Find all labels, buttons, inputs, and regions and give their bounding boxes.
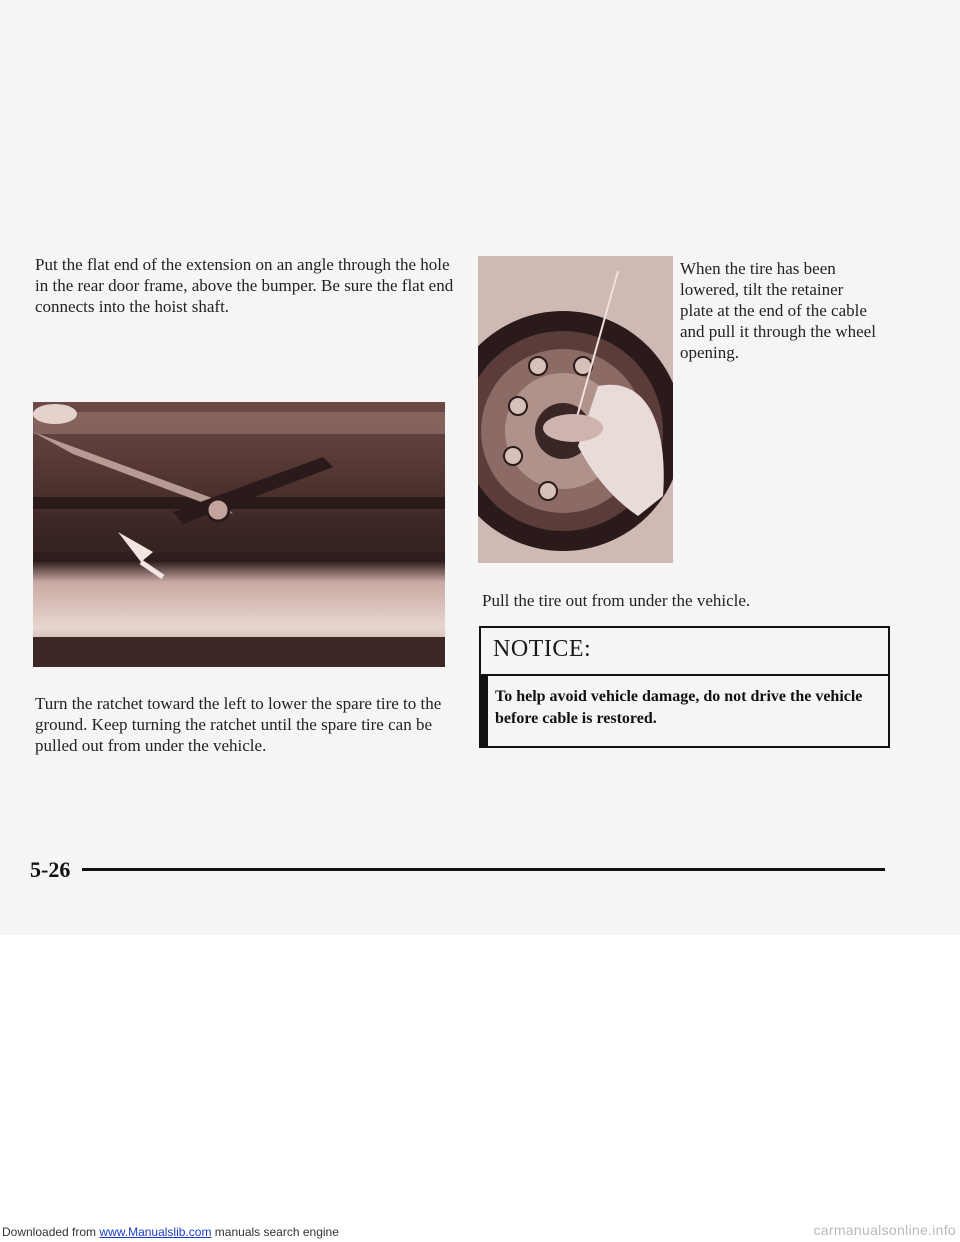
notice-side-bar: [481, 674, 488, 746]
retainer-instruction: When the tire has been lowered, tilt the retainer plate at the end of the cable and pull it through the wheel opening.: [680, 259, 876, 362]
notice-body: To help avoid vehicle damage, do not drive the vehicle before cable is restored.: [495, 688, 863, 727]
notice-heading: NOTICE:: [493, 636, 592, 662]
notice-box: [479, 626, 890, 748]
spare-tire-retainer-photo: [478, 256, 673, 563]
page-number: 5-26: [30, 857, 71, 882]
ratchet-instruction: Turn the ratchet toward the left to lower the spare tire to the ground. Keep turning the ratchet until the spare tire can be pulled out from under the vehicle.: [35, 694, 442, 755]
download-suffix: manuals search engine: [214, 1225, 339, 1239]
notice-header: [481, 628, 888, 676]
footer-rule: [82, 868, 885, 871]
download-credit: [2, 1222, 339, 1242]
download-bar: [0, 1222, 960, 1242]
extension-hoist-photo: [33, 402, 445, 667]
extension-instruction: Put the flat end of the extension on an angle through the hole in the rear door frame, above the bumper. Be sure the flat end connects into the hoist shaft.: [35, 255, 454, 316]
manualslib-link[interactable]: www.Manualslib.com: [99, 1225, 212, 1239]
pull-tire-instruction: Pull the tire out from under the vehicle.: [482, 591, 751, 610]
download-prefix: Downloaded from: [2, 1225, 97, 1239]
watermark: carmanualsonline.info: [813, 1222, 956, 1238]
